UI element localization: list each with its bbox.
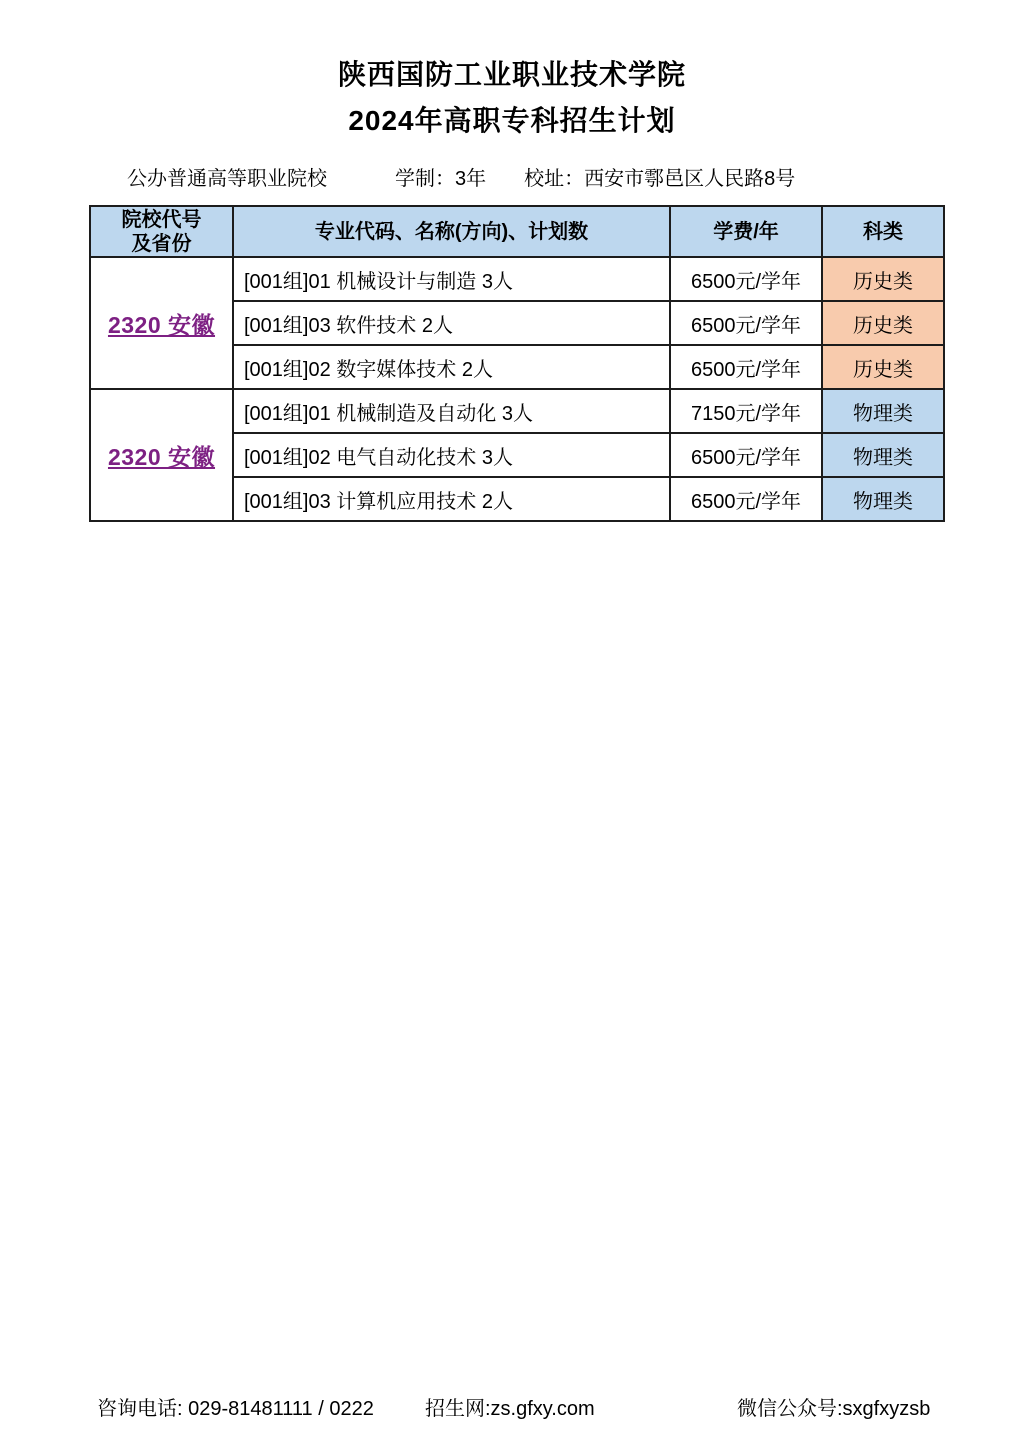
fee-cell: 6500元/学年: [670, 301, 822, 345]
school-address: 校址：西安市鄠邑区人民路8号: [524, 168, 796, 190]
college-code-cell: [90, 257, 233, 389]
header-code-province: [90, 206, 233, 257]
contact-phone: 咨询电话: 029-81481111 / 0222: [97, 1398, 374, 1420]
fee-cell: 7150元/学年: [670, 389, 822, 433]
college-code-label: 2320 安徽: [107, 311, 216, 338]
admission-plan-table: [89, 205, 945, 522]
page-title: 陕西国防工业职业技术学院: [337, 59, 686, 90]
college-code-cell: [90, 389, 233, 521]
page-subtitle: 2024年高职专科招生计划: [348, 105, 676, 136]
category-cell: 历史类: [822, 345, 944, 389]
wechat-account: 微信公众号:sxgfxyzsb: [737, 1398, 931, 1420]
category-cell: 历史类: [822, 257, 944, 301]
title-block: [0, 52, 1024, 144]
major-cell: [001组]03 软件技术 2人: [233, 301, 670, 345]
category-cell: 物理类: [822, 389, 944, 433]
category-cell: 物理类: [822, 477, 944, 521]
admission-website: 招生网:zs.gfxy.com: [425, 1398, 595, 1420]
category-cell: 物理类: [822, 433, 944, 477]
header-code-line1: 院校代号: [121, 208, 202, 231]
major-cell: [001组]02 数字媒体技术 2人: [233, 345, 670, 389]
header-code-line2: 及省份: [131, 232, 192, 255]
table-row: [90, 389, 944, 433]
school-type: 公办普通高等职业院校: [127, 168, 327, 190]
fee-cell: 6500元/学年: [670, 257, 822, 301]
table-row: [90, 257, 944, 301]
study-duration: 学制：3年: [395, 168, 487, 190]
major-cell: [001组]03 计算机应用技术 2人: [233, 477, 670, 521]
header-fee: 学费/年: [670, 206, 822, 257]
major-cell: [001组]02 电气自动化技术 3人: [233, 433, 670, 477]
major-cell: [001组]01 机械设计与制造 3人: [233, 257, 670, 301]
major-cell: [001组]01 机械制造及自动化 3人: [233, 389, 670, 433]
fee-cell: 6500元/学年: [670, 477, 822, 521]
fee-cell: 6500元/学年: [670, 433, 822, 477]
school-info-line: [127, 166, 795, 192]
header-major: 专业代码、名称(方向)、计划数: [233, 206, 670, 257]
table-header-row: [90, 206, 944, 257]
header-category: 科类: [822, 206, 944, 257]
fee-cell: 6500元/学年: [670, 345, 822, 389]
category-cell: 历史类: [822, 301, 944, 345]
college-code-label: 2320 安徽: [107, 443, 216, 470]
